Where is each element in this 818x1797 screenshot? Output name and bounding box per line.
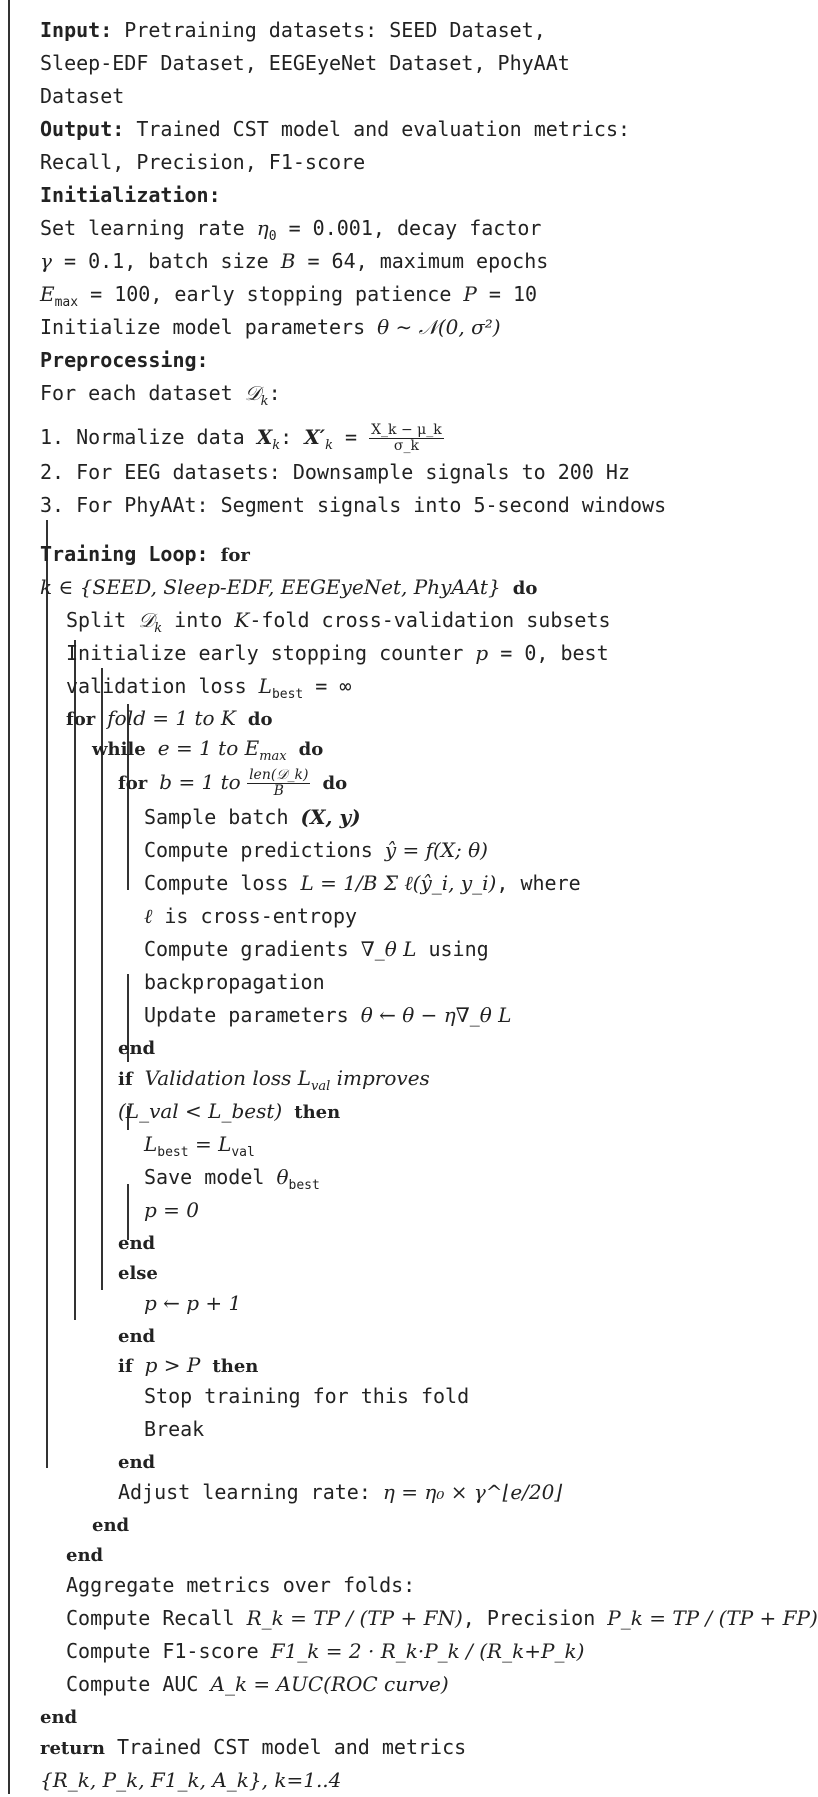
init-line-3 <box>0 278 694 311</box>
x-symbol: X <box>256 425 273 449</box>
split-tail: -fold cross-validation subsets <box>249 608 611 632</box>
while-expr: e = 1 to E <box>157 736 260 760</box>
f1-line <box>0 1635 694 1668</box>
while-keyword: while <box>92 739 146 760</box>
batch-end-keyword: end <box>118 1038 156 1059</box>
if-sub: val <box>311 1079 331 1094</box>
assign-eq: = L <box>188 1132 232 1156</box>
assign-sub2: val <box>231 1145 255 1160</box>
if2-expr: p > P <box>144 1353 201 1377</box>
if-end-keyword: end <box>118 1233 156 1254</box>
segment-text: 3. For PhyAAt: Segment signals into 5-second windows <box>40 493 667 517</box>
fold-for-keyword: for <box>66 709 96 730</box>
outer-end-line <box>0 1701 694 1731</box>
dataset-sub: k <box>260 394 269 409</box>
bp-text: backpropagation <box>144 970 325 994</box>
x-sub: k <box>272 438 281 453</box>
output-label: Output: <box>40 117 125 141</box>
break-text: Break <box>144 1417 205 1441</box>
else-line <box>0 1257 694 1287</box>
return-line <box>0 1731 694 1764</box>
adjust-math: η = η₀ × γ^⌊e/20⌋ <box>382 1480 563 1504</box>
auc-text: Compute AUC <box>66 1672 211 1696</box>
ell-symbol: ℓ <box>144 904 153 928</box>
recall-text: Compute Recall <box>66 1606 247 1630</box>
init-params-math: θ ∼ 𝒩(0, σ²) <box>377 315 501 339</box>
split-line <box>0 604 694 637</box>
batch-den: B <box>273 783 284 799</box>
es-line <box>0 637 694 670</box>
p-inc-line <box>0 1287 694 1320</box>
batch-line <box>0 763 694 801</box>
pred-math: ŷ = f(X; θ) <box>384 838 488 862</box>
save-sub: best <box>288 1178 320 1193</box>
split-dataset-symbol: 𝒟 <box>138 608 155 632</box>
input-line-2 <box>0 47 694 80</box>
p-reset: p = 0 <box>144 1198 199 1222</box>
init-params-text: Initialize model parameters <box>40 315 378 339</box>
normalize-den: σ_k <box>393 438 419 454</box>
batch-end-line <box>0 1032 694 1062</box>
prep-line-1 <box>0 377 694 410</box>
save-text: Save model <box>144 1165 277 1189</box>
batch-do-keyword: do <box>322 773 348 794</box>
split-text: Split <box>66 608 139 632</box>
grad-math: ∇_θ L <box>360 937 417 961</box>
normalize-fraction <box>369 423 444 454</box>
grad-line <box>0 933 694 966</box>
input-text: Pretraining datasets: SEED Dataset, <box>124 18 546 42</box>
bp-line <box>0 966 694 999</box>
input-text-3: Dataset <box>40 84 125 108</box>
prep-each-colon: : <box>268 381 281 405</box>
p-reset-line <box>0 1194 694 1227</box>
if2-end-keyword: end <box>118 1452 156 1473</box>
es-p: p <box>475 641 489 665</box>
adjust-line <box>0 1476 694 1509</box>
init-epochs-text: = 64, maximum epochs <box>295 249 549 273</box>
loss-line <box>0 867 694 900</box>
grad-text: Compute gradients <box>144 937 361 961</box>
init-label-line <box>0 179 694 212</box>
fold-expr: fold = 1 to K <box>107 706 236 730</box>
normalize-colon: : <box>280 425 305 449</box>
do-keyword: do <box>512 578 538 599</box>
loop-label-line <box>0 538 694 571</box>
while-end-line <box>0 1509 694 1539</box>
then-keyword: then <box>294 1102 341 1123</box>
val-tail: = ∞ <box>303 674 352 698</box>
cond-math: (L_val < L_best) <box>118 1099 283 1123</box>
normalize-num: X_k − μ_k <box>371 422 442 438</box>
batch-expr: b = 1 to <box>159 770 248 794</box>
p-inc: p ← p + 1 <box>144 1291 242 1315</box>
pred-text: Compute predictions <box>144 838 385 862</box>
sample-text: Sample batch <box>144 805 301 829</box>
init-batch-text: = 0.1, batch size <box>51 249 281 273</box>
break-line <box>0 1413 694 1446</box>
val-l: L <box>258 674 272 698</box>
es-text: Initialize early stopping counter <box>66 641 476 665</box>
prep-each-text: For each dataset <box>40 381 245 405</box>
if2-keyword: if <box>118 1356 133 1377</box>
if-end-line <box>0 1227 694 1257</box>
fold-end-keyword: end <box>66 1545 104 1566</box>
pred-line <box>0 834 694 867</box>
assign-line <box>0 1128 694 1161</box>
loop-label: Training Loop: <box>40 542 209 566</box>
sample-line <box>0 801 694 834</box>
loss-tail: , where <box>496 871 581 895</box>
dataset-symbol: 𝒟 <box>244 381 261 405</box>
precision-math: P_k = TP / (TP + FP) <box>607 1606 818 1630</box>
val-text: validation loss <box>66 674 259 698</box>
cond-line <box>0 1095 694 1128</box>
assign-sub: best <box>157 1145 189 1160</box>
batch-fraction <box>247 768 310 799</box>
split-k: K <box>234 608 250 632</box>
patience-symbol: P <box>463 282 477 306</box>
f1-math: F1_k = 2 · R_k·P_k / (R_k+P_k) <box>270 1639 585 1663</box>
fold-do-keyword: do <box>247 709 273 730</box>
eta-sub: 0 <box>268 229 277 244</box>
loss-line-2 <box>0 900 694 933</box>
while-line <box>0 733 694 763</box>
if2-line <box>0 1350 694 1380</box>
if-text: Validation loss L <box>144 1066 312 1090</box>
f1-text: Compute F1-score <box>66 1639 271 1663</box>
fold-end-line <box>0 1539 694 1569</box>
update-math: θ ← θ − η∇_θ L <box>360 1003 512 1027</box>
if2-then-keyword: then <box>212 1356 259 1377</box>
if-line <box>0 1062 694 1095</box>
init-patience-value: = 10 <box>476 282 538 306</box>
gamma-symbol: γ <box>40 249 52 273</box>
loss-text: Compute loss <box>144 871 301 895</box>
outer-end-keyword: end <box>40 1707 78 1728</box>
return-keyword: return <box>40 1738 105 1759</box>
adjust-text: Adjust learning rate: <box>118 1480 383 1504</box>
k-set-math: k ∈ {SEED, Sleep-EDF, EEGEyeNet, PhyAAt} <box>40 575 501 599</box>
input-line-3 <box>0 80 694 113</box>
emax-sub: max <box>54 295 79 310</box>
input-line-1 <box>0 14 694 47</box>
input-text-2: Sleep-EDF Dataset, EEGEyeNet Dataset, PhyAAt <box>40 51 570 75</box>
return-set-line <box>0 1764 694 1797</box>
for-keyword: for <box>220 545 250 566</box>
sample-math: (X, y) <box>300 805 361 829</box>
output-text: Trained CST model and evaluation metrics: <box>136 117 631 141</box>
recall-line <box>0 1602 818 1635</box>
if2-end-line <box>0 1446 694 1476</box>
es-tail: = 0, best <box>488 641 609 665</box>
init-line-2 <box>0 245 694 278</box>
update-text: Update parameters <box>144 1003 361 1027</box>
save-theta: θ <box>276 1165 289 1189</box>
prep-label: Preprocessing: <box>40 348 209 372</box>
else-keyword: else <box>118 1263 158 1284</box>
while-sub: max <box>259 749 287 764</box>
output-text-2: Recall, Precision, F1-score <box>40 150 366 174</box>
agg-line <box>0 1569 694 1602</box>
update-line <box>0 999 694 1032</box>
init-label: Initialization: <box>40 183 221 207</box>
while-end-keyword: end <box>92 1515 130 1536</box>
cross-entropy-text: is cross-entropy <box>152 904 358 928</box>
precision-text: , Precision <box>462 1606 608 1630</box>
output-line-1 <box>0 113 694 146</box>
batch-num: len(𝒟_k) <box>249 767 309 783</box>
normalize-text: 1. Normalize data <box>40 425 257 449</box>
output-line-2 <box>0 146 694 179</box>
split-dataset-sub: k <box>154 621 163 636</box>
batch-symbol: B <box>280 249 296 273</box>
else-end-line <box>0 1320 694 1350</box>
prep-step-2 <box>0 456 694 489</box>
stop-text: Stop training for this fold <box>144 1384 470 1408</box>
xprime-symbol: X′ <box>304 425 326 449</box>
normalize-eq: = <box>332 425 370 449</box>
init-lr-value: = 0.001, decay factor <box>276 216 542 240</box>
if-keyword: if <box>118 1069 133 1090</box>
algorithm-body <box>0 14 818 1797</box>
emax-symbol: E <box>40 282 55 306</box>
auc-line <box>0 1668 694 1701</box>
downsample-text: 2. For EEG datasets: Downsample signals to 200 Hz <box>40 460 631 484</box>
init-line-4 <box>0 311 694 344</box>
eta-symbol: η <box>256 216 269 240</box>
assign-l: L <box>144 1132 158 1156</box>
val-l-sub: best <box>271 687 304 702</box>
return-text: Trained CST model and metrics <box>116 1735 467 1759</box>
return-set-math: {R_k, P_k, F1_k, A_k}, k=1..4 <box>40 1768 342 1792</box>
k-set-line <box>0 571 694 604</box>
fold-line <box>0 703 694 733</box>
init-patience-text: = 100, early stopping patience <box>78 282 464 306</box>
init-line-1 <box>0 212 694 245</box>
prep-label-line <box>0 344 694 377</box>
xprime-sub: k <box>325 438 333 453</box>
prep-step-3 <box>0 489 694 522</box>
init-lr-text: Set learning rate <box>40 216 245 240</box>
recall-math: R_k = TP / (TP + FN) <box>246 1606 463 1630</box>
prep-step-1 <box>0 418 694 456</box>
else-end-keyword: end <box>118 1326 156 1347</box>
loss-math: L = 1/B Σ ℓ(ŷ_i, y_i) <box>300 871 497 895</box>
batch-for-keyword: for <box>118 773 148 794</box>
grad-tail: using <box>416 937 489 961</box>
if-tail: improves <box>330 1066 430 1090</box>
split-into: into <box>162 608 235 632</box>
val-line <box>0 670 694 703</box>
save-line <box>0 1161 694 1194</box>
agg-text: Aggregate metrics over folds: <box>66 1573 416 1597</box>
input-label: Input: <box>40 18 113 42</box>
auc-math: A_k = AUC(ROC curve) <box>210 1672 449 1696</box>
while-do-keyword: do <box>298 739 324 760</box>
stop-line <box>0 1380 694 1413</box>
